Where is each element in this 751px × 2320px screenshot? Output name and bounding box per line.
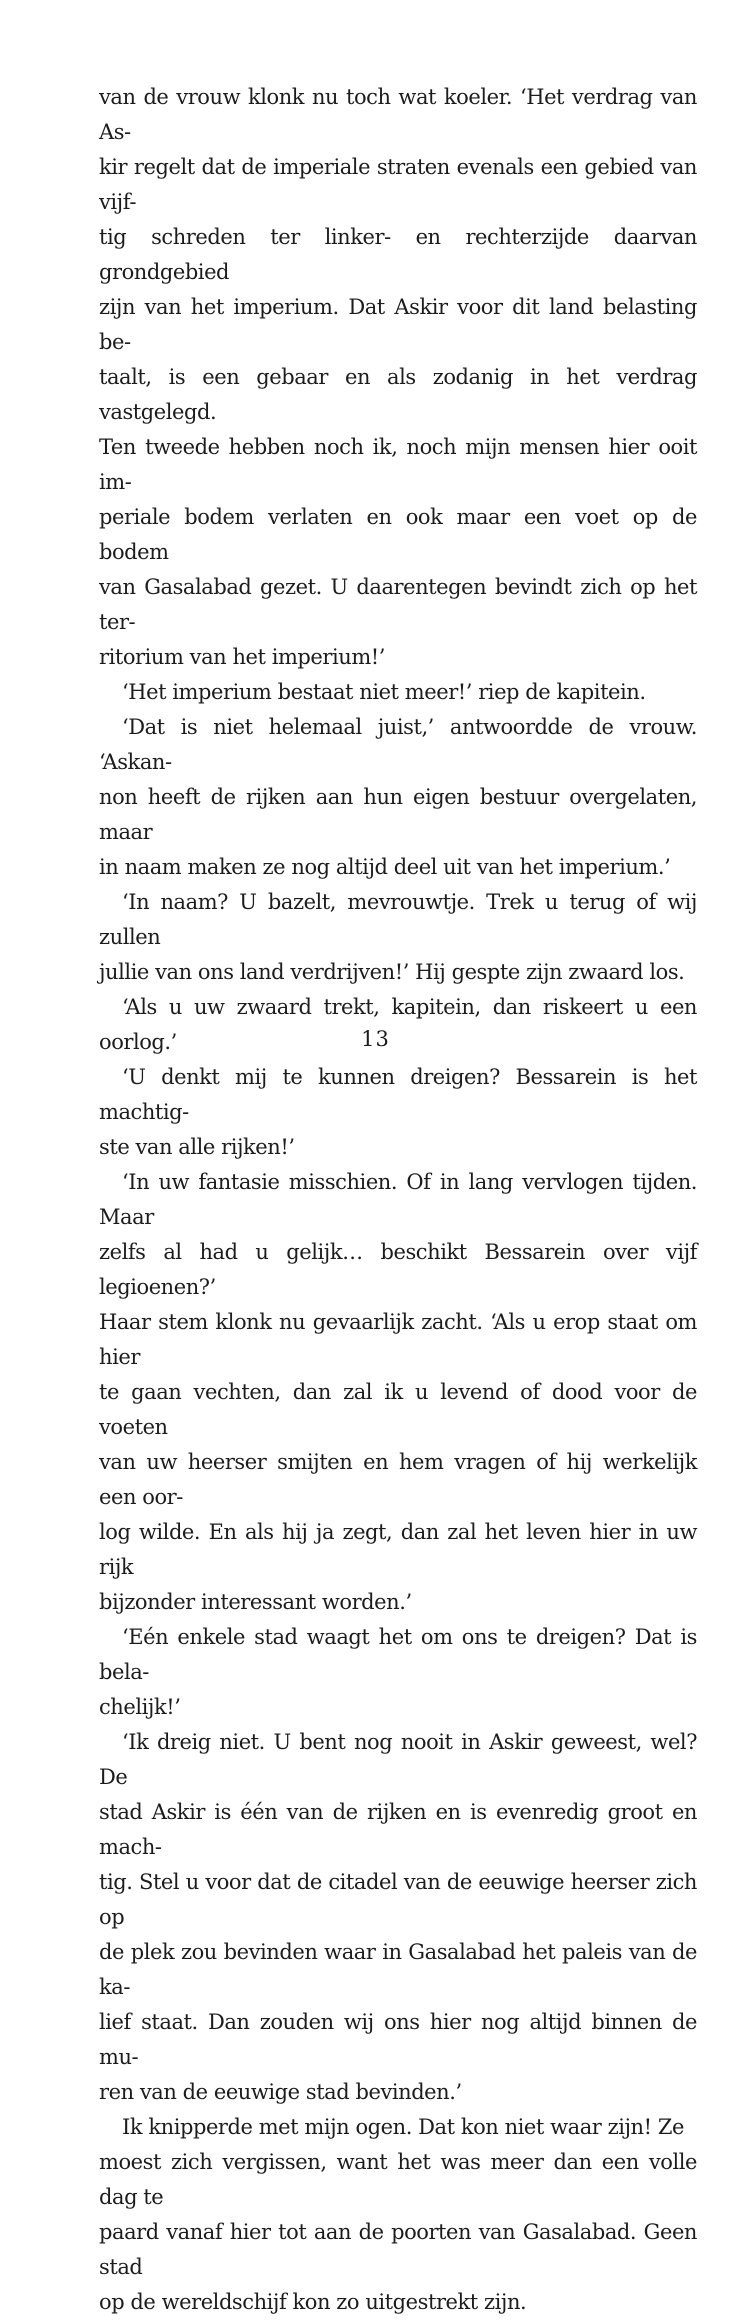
- paragraph-2: ‘Het imperium bestaat niet meer!’ riep de kapitein.: [122, 680, 646, 704]
- body-text: [99, 80, 697, 2320]
- paragraph-6: ‘U denkt mij te kunnen dreigen? Bessarein is het machtig- ste van alle rijken!’: [99, 1065, 697, 1159]
- paragraph-8: ‘Eén enkele stad waagt het om ons te dreigen? Dat is bela- chelijk!’: [99, 1625, 697, 1719]
- paragraph-3: ‘Dat is niet helemaal juist,’ antwoordde de vrouw. ‘Askan- non heeft de rijken aan hun eigen bestuur overgelaten, maar in naam maken ze nog altijd deel uit van het imperium.’: [99, 715, 697, 879]
- paragraph-1: van de vrouw klonk nu toch wat koeler. ‘Het verdrag van As- kir regelt dat de imperiale straten evenals een gebied van vijf- tig schreden ter linker- en rechterzijde daarvan grondgebied zijn van het imperium. Dat Askir voor dit land belasting be- taalt, is een gebaar en als zodanig in het verdrag vastgelegd. Ten tweede hebben noch ik, noch mijn mensen hier ooit im- periale bodem verlaten en ook maar een voet op de bodem van Gasalabad gezet. U daarentegen bevindt zich op het ter- ritorium van het imperium!’: [99, 85, 697, 669]
- page-number: 13: [361, 1027, 390, 1051]
- paragraph-9: ‘Ik dreig niet. U bent nog nooit in Askir geweest, wel? De stad Askir is één van de rijken en is evenredig groot en mach- tig. Stel u voor dat de citadel van de eeuwige heerser zich op de plek zou bevinden waar in Gasalabad het paleis van de ka- lief staat. Dan zouden wij ons hier nog altijd binnen de mu- ren van de eeuwige stad bevinden.’: [99, 1730, 697, 2104]
- paragraph-7: ‘In uw fantasie misschien. Of in lang vervlogen tijden. Maar zelfs al had u gelijk… beschikt Bessarein over vijf legioenen?’ Haar stem klonk nu gevaarlijk zacht. ‘Als u erop staat om hier te gaan vechten, dan zal ik u levend of dood voor de voeten van uw heerser smijten en hem vragen of hij werkelijk een oor- log wilde. En als hij ja zegt, dan zal het leven hier in uw rijk bijzonder interessant worden.’: [99, 1170, 697, 1614]
- paragraph-10: Ik knipperde met mijn ogen. Dat kon niet waar zijn! Ze moest zich vergissen, want het was meer dan een volle dag te paard vanaf hier tot aan de poorten van Gasalabad. Geen stad op de wereldschijf kon zo uitgestrekt zijn.: [99, 2115, 697, 2314]
- paragraph-4: ‘In naam? U bazelt, mevrouwtje. Trek u terug of wij zullen jullie van ons land verdrijven!’ Hij gespte zijn zwaard los.: [99, 890, 697, 984]
- paragraph-5: ‘Als u uw zwaard trekt, kapitein, dan riskeert u een oorlog.’: [99, 995, 697, 1054]
